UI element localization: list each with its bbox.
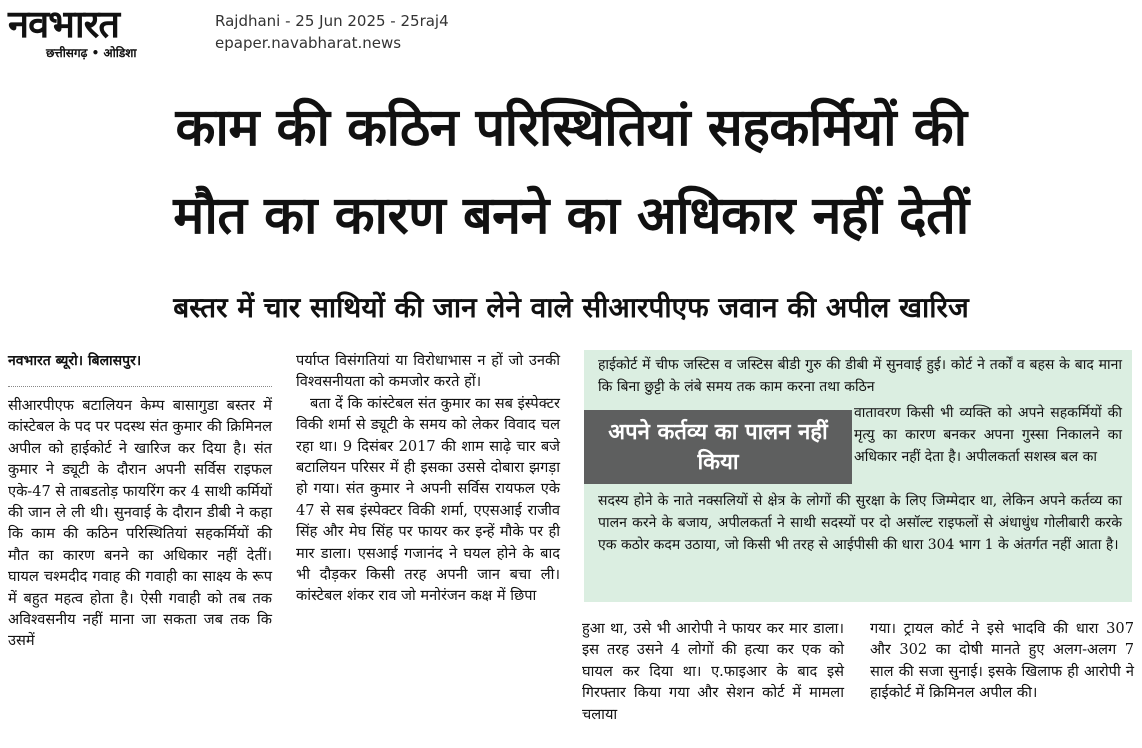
- headline-line-1: काम की कठिन परिस्थितियां सहकर्मियों की: [175, 98, 967, 158]
- article-column-3: [582, 618, 844, 725]
- logo-region: छत्तीसगढ़ • ओडिशा: [46, 46, 137, 60]
- byline: नवभारत ब्यूरो। बिलासपुर।: [8, 350, 272, 387]
- column-3-text: हुआ था, उसे भी आरोपी ने फायर कर मार डाला। इस तरह उसने 4 लोगों की हत्या कर एक को घायल कर दिया था। ए.फाइआर के बाद इसे गिरफ्तार किया गया और सेशन कोर्ट में मामला चलाया: [582, 620, 844, 723]
- column-1-text: सीआरपीएफ बटालियन केम्प बासागुडा बस्तर में कांस्टेबल के पद पर पदस्थ संत कुमार की क्रिमिनल अपील को हाईकोर्ट ने खारिज कर दिया है। संत कुमार ने ड्यूटी के दौरान अपनी सर्विस राइफल एके-47 से ताबडतोड़ फायरिंग कर 4 साथी कर्मियों की जान ले ली थी। सुनवाई के दौरान डीबी ने कहा कि काम की कठिन परिस्थितियां सहकर्मियों की मौत का कारण बनने का अधिकार नहीं देतीं। घायल चश्मदीद गवाह की गवाही का साक्ष्य के रूप में बहुत महत्व होता है। ऐसी गवाही को तब तक अविश्वसनीय नहीं माना जा सकता जब तक कि उसमें: [8, 397, 272, 650]
- epaper-url[interactable]: epaper.navabharat.news: [215, 34, 402, 52]
- highlight-box: [584, 350, 1132, 602]
- column-2-paragraph-1: पर्याप्त विसंगतियां या विरोधाभास न हों जो उनकी विश्वसनीयता को कमजोर करते हों।: [296, 352, 560, 391]
- column-4-text: गया। ट्रायल कोर्ट ने इसे भादवि की धारा 307 और 302 का दोषी मानते हुए अलग-अलग 7 साल की सजा सुनाई। इसके खिलाफ ही आरोपी ने हाईकोर्ट में क्रिमिनल अपील की।: [870, 620, 1134, 702]
- article-column-4: [870, 618, 1134, 704]
- highlight-text-bottom: सदस्य होने के नाते नक्सलियों से क्षेत्र के लोगों की सुरक्षा के लिए जिम्मेदार था, लेकिन अपने कर्तव्य का पालन करने के बजाय, अपीलकर्ता ने साथी सदस्यों पर दो असॉल्ट राइफलों से अंधाधुंध गोलीबारी करके एक कठोर कदम उठाया, जो किसी भी तरह से आईपीसी की धारा 304 भाग 1 के अंतर्गत नहीं आता है।: [598, 493, 1122, 553]
- masthead: [0, 0, 1142, 64]
- column-2-paragraph-2: बता दें कि कांस्टेबल संत कुमार का सब इंस्पेक्टर विकी शर्मा से ड्यूटी के समय को लेकर विवाद चल रहा था। 9 दिसंबर 2017 की शाम साढ़े चार बजे बटालियन परिसर में ही इसका उससे दोबारा झगड़ा हो गया। संत कुमार ने अपनी सर्विस रायफल एके 47 से सब इंस्पेक्टर विकी शर्मा, एएसआई राजीव सिंह और मेघ सिंह पर फायर कर इन्हें मौके पर ही मार डाला। एसआई गजानंद ने घयल होने के बाद भी दौड़कर किसी तरह अपनी जान बचा ली। कांस्टेबल शंकर राव जो मनोरंजन कक्ष में छिपा: [296, 394, 560, 605]
- edition-info: Rajdhani - 25 Jun 2025 - 25raj4: [215, 12, 449, 30]
- article-column-1: [8, 350, 272, 652]
- headline-line-2: मौत का कारण बनने का अधिकार नहीं देतीं: [173, 186, 969, 246]
- newspaper-logo: [2, 2, 198, 62]
- highlight-text-middle: वातावरण किसी भी व्यक्ति को अपने सहकर्मियों की मृत्यु का कारण बनकर अपना गुस्सा निकालने का अधिकार नहीं देता है। अपीलकर्ता सशस्त्र बल का: [854, 405, 1122, 465]
- logo-name: नवभारत: [8, 2, 119, 46]
- article-column-2: [296, 350, 560, 607]
- subheadline: बस्तर में चार साथियों की जान लेने वाले सीआरपीएफ जवान की अपील खारिज: [173, 291, 969, 324]
- pull-quote: अपने कर्तव्य का पालन नहीं किया: [584, 410, 852, 484]
- highlight-text-top: हाईकोर्ट में चीफ जस्टिस व जस्टिस बीडी गुरु की डीबी में सुनवाई हुई। कोर्ट ने तर्कों व बहस के बाद माना कि बिना छुट्टी के लंबे समय तक काम करना तथा कठिन: [598, 357, 1122, 395]
